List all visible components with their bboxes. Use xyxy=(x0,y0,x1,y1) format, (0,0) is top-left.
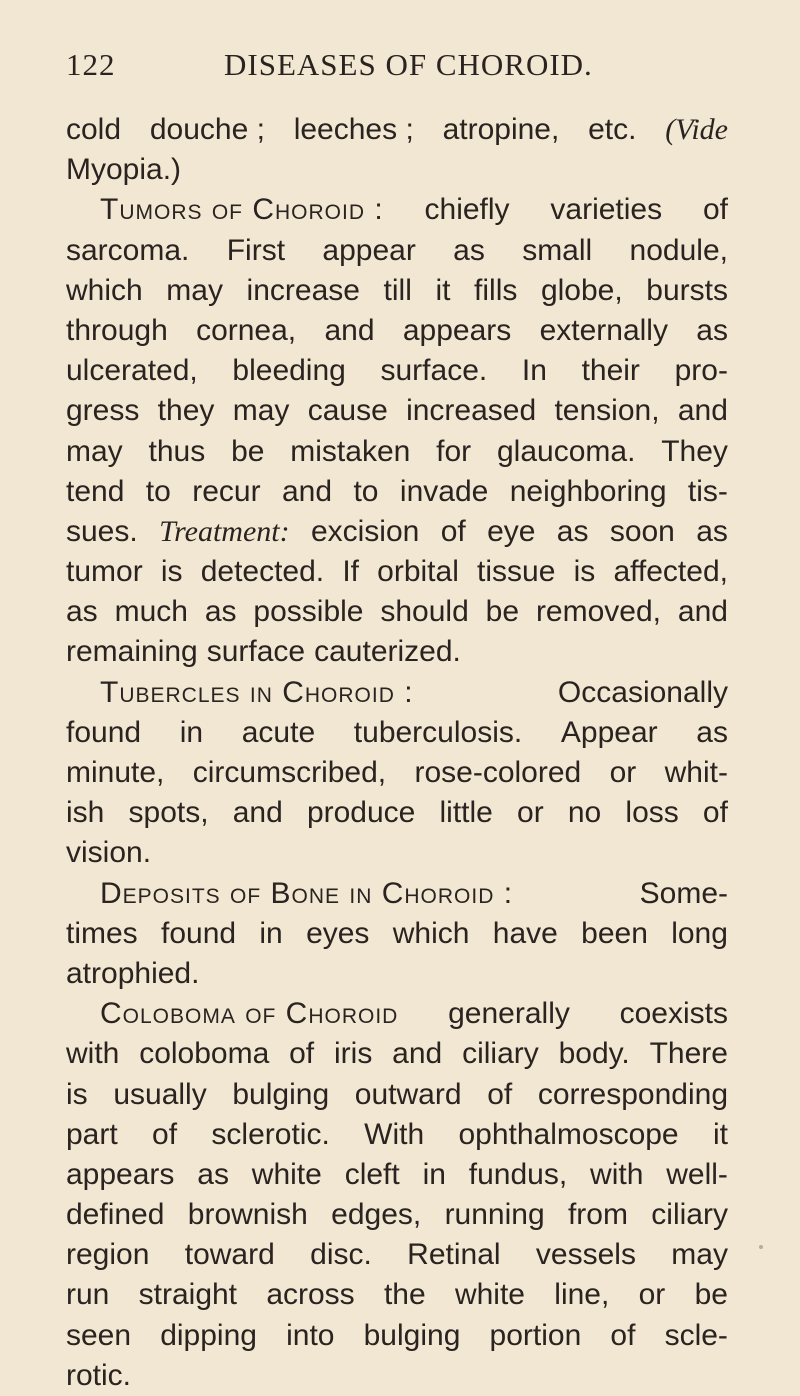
word: as xyxy=(453,233,485,267)
word: of xyxy=(610,1318,636,1352)
word: is xyxy=(573,555,596,589)
word: loss xyxy=(625,796,679,830)
section-heading: Coloboma of Choroid xyxy=(100,997,399,1031)
word: with xyxy=(590,1157,644,1191)
word: they xyxy=(157,394,215,428)
word: sues. xyxy=(66,514,138,548)
word: for xyxy=(436,434,472,468)
word: externally xyxy=(539,313,668,347)
section-heading: Tumors of Choroid : xyxy=(100,193,384,227)
word: thus xyxy=(148,434,206,468)
word: as xyxy=(66,595,98,629)
text-line xyxy=(66,311,728,351)
text-line xyxy=(66,472,728,512)
word: no xyxy=(567,796,602,830)
text-line xyxy=(66,1275,728,1315)
word: have xyxy=(492,916,558,950)
word: eyes xyxy=(306,916,370,950)
word: Appear xyxy=(560,715,658,749)
word: as xyxy=(197,1157,229,1191)
body-text xyxy=(66,110,728,1396)
word: cleft xyxy=(344,1157,400,1191)
text-line xyxy=(66,391,728,431)
word: tumor xyxy=(66,555,143,589)
word: is xyxy=(66,1077,88,1111)
word: of xyxy=(289,1037,315,1071)
word: mistaken xyxy=(290,434,411,468)
word: straight xyxy=(138,1278,238,1312)
text-line xyxy=(66,1115,728,1155)
word: as xyxy=(696,514,728,548)
text-line xyxy=(66,1075,728,1115)
word: chiefly xyxy=(424,193,510,227)
word: as xyxy=(204,595,237,629)
word: small xyxy=(522,233,593,267)
word: from xyxy=(567,1198,628,1232)
word: vessels xyxy=(535,1238,636,1272)
text-line xyxy=(66,954,728,994)
paper-speck xyxy=(759,1245,763,1249)
word: tend xyxy=(66,474,125,508)
word: appear xyxy=(322,233,416,267)
word: found xyxy=(161,916,237,950)
word: (Vide xyxy=(665,113,728,146)
word: in xyxy=(422,1157,446,1191)
word: fundus, xyxy=(468,1157,568,1191)
word: If xyxy=(342,555,359,589)
word: to xyxy=(145,474,171,508)
word: across xyxy=(266,1278,355,1312)
word: little xyxy=(439,796,493,830)
text-line xyxy=(66,150,728,190)
word: increased xyxy=(406,394,537,428)
word: in xyxy=(259,916,283,950)
word: atrophied. xyxy=(66,956,200,990)
text-line xyxy=(66,713,728,753)
word: their xyxy=(581,354,640,388)
word: rose-colored xyxy=(414,756,582,789)
text-line xyxy=(66,673,728,713)
word: tuberculosis. xyxy=(353,715,523,749)
word: or xyxy=(609,756,637,789)
text-line xyxy=(66,793,728,833)
word: well- xyxy=(666,1157,728,1191)
word: times xyxy=(66,916,138,950)
text-line xyxy=(66,552,728,592)
text-line xyxy=(66,1155,728,1195)
word: disc. xyxy=(310,1238,372,1272)
word: eye xyxy=(487,514,536,548)
word: brownish xyxy=(187,1198,308,1232)
word: should xyxy=(380,595,469,629)
word: generally xyxy=(448,997,570,1031)
word: till xyxy=(383,273,412,307)
word: and xyxy=(392,1037,443,1071)
word: possible xyxy=(253,595,364,629)
word: Occasionally xyxy=(557,675,728,709)
word: as xyxy=(696,313,728,347)
word: gress xyxy=(66,394,140,428)
word: ophthalmoscope xyxy=(458,1117,679,1151)
word: and xyxy=(324,313,375,347)
word: been xyxy=(581,916,648,950)
text-line xyxy=(66,271,728,311)
word: There xyxy=(649,1037,728,1071)
word: bulging xyxy=(363,1318,461,1352)
word: Retinal xyxy=(407,1238,501,1272)
word: edges, xyxy=(331,1198,422,1232)
word: ciliary xyxy=(651,1198,728,1232)
word: ulcerated, xyxy=(66,354,198,388)
word: appears xyxy=(66,1157,175,1191)
word: They xyxy=(661,434,728,468)
word: be xyxy=(485,595,520,629)
word: nodule, xyxy=(629,233,728,267)
word: globe, xyxy=(540,273,623,307)
word: running xyxy=(444,1198,545,1232)
word: tissue xyxy=(477,555,556,589)
word: cold xyxy=(66,113,122,146)
text-line xyxy=(66,1356,728,1396)
word: outward xyxy=(354,1077,462,1111)
word: varieties xyxy=(550,193,663,227)
word: usually xyxy=(113,1077,207,1111)
word: the xyxy=(383,1278,426,1312)
word: and xyxy=(232,796,283,830)
text-line xyxy=(66,994,728,1034)
word: which xyxy=(392,916,470,950)
word: in xyxy=(179,715,204,749)
word: etc. xyxy=(588,113,637,146)
word: atropine, xyxy=(442,113,560,146)
word: of xyxy=(152,1117,178,1151)
word: Myopia.) xyxy=(66,153,182,187)
word: coloboma xyxy=(139,1037,270,1071)
word: with xyxy=(66,1037,120,1071)
word: remaining xyxy=(66,635,198,669)
word: spots, xyxy=(128,796,209,830)
text-line xyxy=(66,914,728,954)
word: it xyxy=(712,1117,728,1151)
text-line xyxy=(66,512,728,552)
word: portion xyxy=(489,1318,582,1352)
word: surface xyxy=(206,635,306,669)
running-title: DISEASES OF CHOROID. xyxy=(224,47,593,82)
word: affected, xyxy=(613,555,728,589)
word: recur xyxy=(192,474,261,508)
word: through xyxy=(66,313,168,347)
word: to xyxy=(353,474,379,508)
word: douche ; xyxy=(149,113,265,146)
text-line xyxy=(66,190,728,230)
word: cause xyxy=(307,394,388,428)
text-line xyxy=(66,1316,728,1356)
word: coexists xyxy=(619,997,728,1031)
word: neighboring xyxy=(509,474,667,508)
word: minute, xyxy=(66,756,165,789)
text-line xyxy=(66,632,728,672)
word: tis- xyxy=(687,474,728,508)
text-line xyxy=(66,432,728,472)
word: circumscribed, xyxy=(192,756,387,789)
word: glaucoma. xyxy=(496,434,636,468)
word: bursts xyxy=(646,273,728,307)
word: and xyxy=(677,394,728,428)
word: of xyxy=(702,193,728,227)
word: removed, xyxy=(535,595,661,629)
word: orbital xyxy=(377,555,459,589)
word: defined xyxy=(66,1198,165,1232)
word: and xyxy=(677,595,728,629)
word: scle- xyxy=(664,1318,728,1352)
word: may xyxy=(232,394,290,428)
word: rotic. xyxy=(66,1358,132,1392)
word: is xyxy=(160,555,183,589)
section-heading: Tubercles in Choroid : xyxy=(100,675,414,709)
word: be xyxy=(231,434,265,468)
word: and xyxy=(282,474,333,508)
word: body. xyxy=(558,1037,630,1071)
text-line xyxy=(66,231,728,271)
word: appears xyxy=(402,313,512,347)
word: into xyxy=(286,1318,335,1352)
word: pro- xyxy=(674,354,728,388)
word: detected. xyxy=(200,555,325,589)
word: may xyxy=(166,273,223,307)
word: surface. xyxy=(380,354,488,388)
word: toward xyxy=(184,1238,275,1272)
word: ish xyxy=(66,796,105,830)
word: With xyxy=(364,1117,425,1151)
text-line xyxy=(66,874,728,914)
word: bulging xyxy=(232,1077,330,1111)
word: found xyxy=(66,715,142,749)
word: leeches ; xyxy=(293,113,414,146)
text-line xyxy=(66,833,728,873)
word: may xyxy=(66,434,123,468)
word: corresponding xyxy=(537,1077,728,1111)
running-head xyxy=(66,47,666,87)
word: of xyxy=(702,796,728,830)
word: long xyxy=(671,916,728,950)
text-line xyxy=(66,1034,728,1074)
word: which xyxy=(66,273,143,307)
word: run xyxy=(66,1278,110,1312)
word: increase xyxy=(246,273,360,307)
word: ciliary xyxy=(462,1037,539,1071)
word: or xyxy=(638,1278,666,1312)
word: invade xyxy=(399,474,489,508)
word: Some- xyxy=(639,876,728,910)
text-line xyxy=(66,1235,728,1275)
word: white xyxy=(454,1278,525,1312)
word: or xyxy=(517,796,544,830)
word: seen xyxy=(66,1318,132,1352)
word: tension, xyxy=(554,394,660,428)
text-line xyxy=(66,592,728,632)
word: sarcoma. xyxy=(66,233,190,267)
text-line xyxy=(66,753,728,793)
word: be xyxy=(694,1278,728,1312)
word: soon xyxy=(609,514,675,548)
word: region xyxy=(66,1238,150,1272)
word: may xyxy=(671,1238,728,1272)
word: iris xyxy=(334,1037,373,1071)
word: as xyxy=(696,715,728,749)
word: cornea, xyxy=(196,313,297,347)
word: produce xyxy=(306,796,416,830)
word: In xyxy=(521,354,547,388)
text-line xyxy=(66,1195,728,1235)
word: whit- xyxy=(664,756,728,789)
word: Treatment: xyxy=(159,514,290,548)
word: of xyxy=(487,1077,513,1111)
word: First xyxy=(226,233,286,267)
word: cauterized. xyxy=(314,635,461,669)
word: sclerotic. xyxy=(211,1117,330,1151)
word: excision xyxy=(310,514,420,548)
word: part xyxy=(66,1117,118,1151)
page-number: 122 xyxy=(66,47,116,82)
word: white xyxy=(251,1157,322,1191)
word: of xyxy=(440,514,466,548)
word: it xyxy=(435,273,451,307)
word: fills xyxy=(474,273,518,307)
word: vision. xyxy=(66,836,152,870)
word: line, xyxy=(554,1278,610,1312)
word: bleeding xyxy=(232,354,346,388)
word: dipping xyxy=(160,1318,257,1352)
word: acute xyxy=(241,715,316,749)
section-heading: Deposits of Bone in Choroid : xyxy=(100,876,514,910)
word: as xyxy=(556,514,589,548)
text-line xyxy=(66,110,728,150)
word: much xyxy=(114,595,188,629)
text-line xyxy=(66,351,728,391)
